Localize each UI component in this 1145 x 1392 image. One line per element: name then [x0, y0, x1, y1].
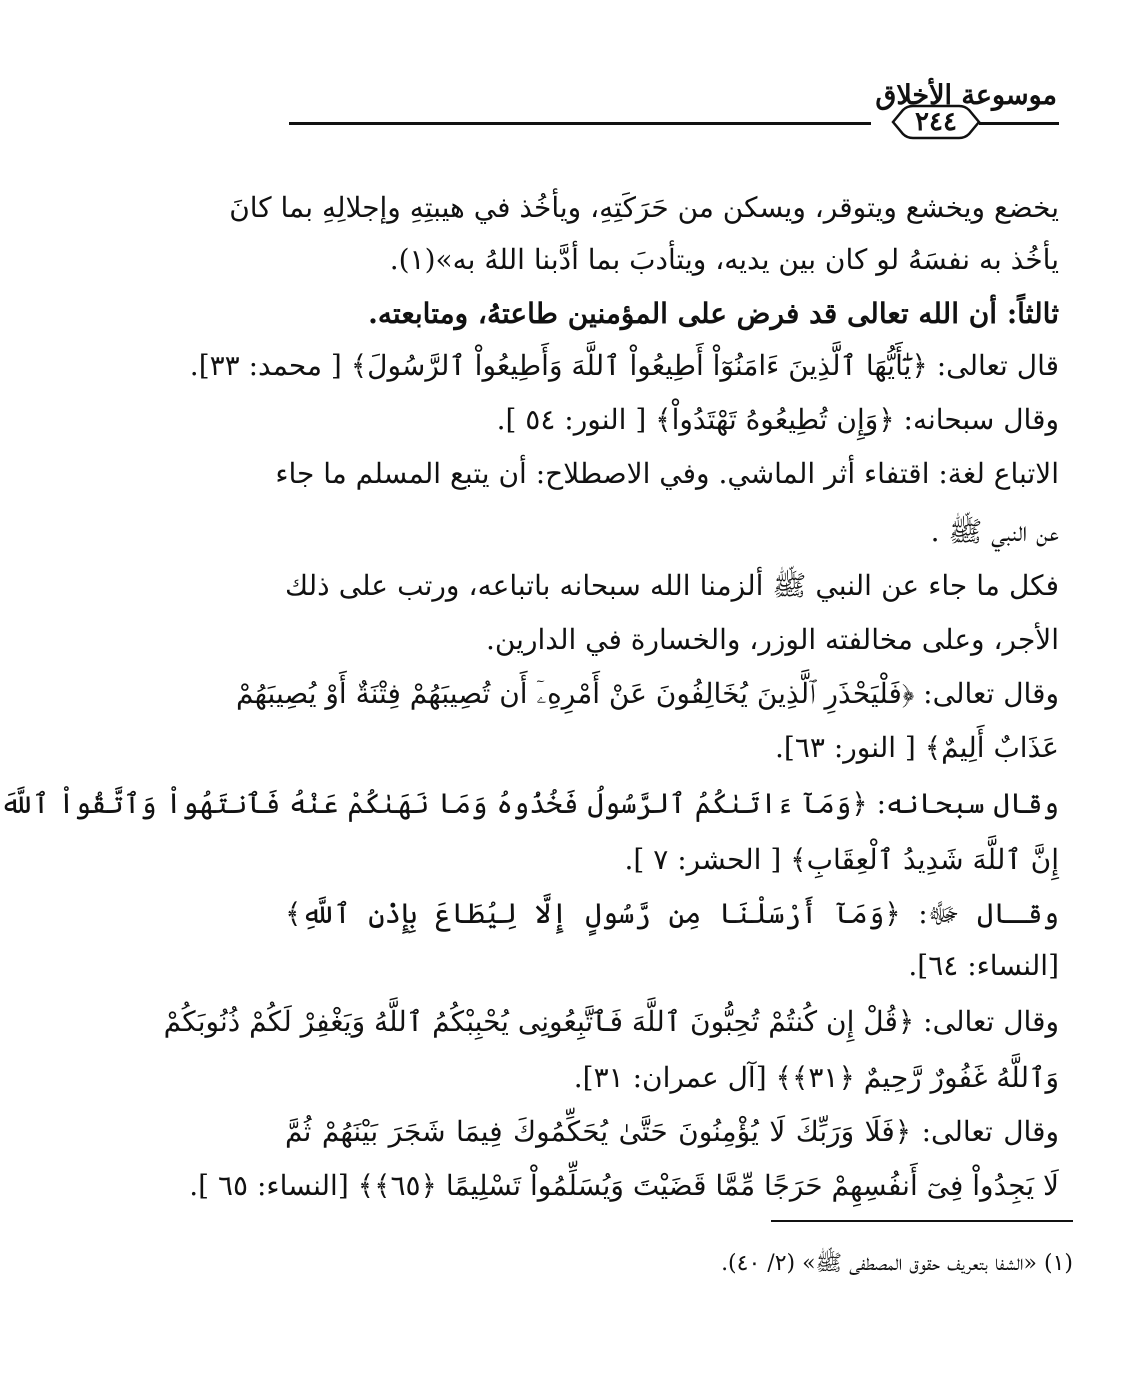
text-line: يأخُذ به نفسَهُ لو كان بين يديه، ويتأدبَ بما أدَّبنا اللهُ به»(١). [389, 243, 1059, 276]
text-line: يخضع ويخشع ويتوقر، ويسكن من حَرَكَتِهِ، ويأخُذ في هيبتِهِ وإجلالِهِ بما كانَ [229, 191, 1059, 224]
footnote-separator [771, 1220, 1073, 1222]
text-line: فكل ما جاء عن النبي ﷺ ألزمنا الله سبحانه باتباعه، ورتب على ذلك [285, 569, 1059, 602]
footnote: (١) «الشفا بتعريف حقوق المصطفى ﷺ» (٢/ ٤٠). [721, 1251, 1073, 1276]
page-number-badge [889, 100, 983, 144]
verse-line: وقال تعالى: ﴿فَلَا وَرَبِّكَ لَا يُؤْمِنُونَ حَتَّىٰ يُحَكِّمُوكَ فِيمَا شَجَرَ بَيْنَهُمْ ثُمَّ [285, 1115, 1059, 1148]
text-line: عن النبي ﷺ . [930, 515, 1059, 548]
book-title: موسوعة الأخلاق [875, 80, 1057, 111]
verse-line: وقال سبحانه: ﴿وَمَآ ءَاتَىٰكُمُ ٱلرَّسُولُ فَخُذُوهُ وَمَا نَهَىٰكُمْ عَنْهُ فَٱنتَهُواْ وَٱتَّقُواْ ٱللَّهَ [0, 787, 1059, 820]
header-rule-left [289, 122, 871, 125]
definition-line: الاتباع لغة: اقتفاء أثر الماشي. وفي الاصطلاح: أن يتبع المسلم ما جاء [275, 457, 1059, 490]
verse-line: لَا يَجِدُواْ فِىٓ أَنفُسِهِمْ حَرَجًا مِّمَّا قَضَيْتَ وَيُسَلِّمُواْ تَسْلِيمًا ﴿٦٥﴾﴾ [النساء: ٦٥ ]. [189, 1169, 1059, 1202]
verse-line: وقال سبحانه: ﴿وَإِن تُطِيعُوهُ تَهْتَدُواْ﴾ [ النور: ٥٤ ]. [496, 403, 1059, 436]
section-heading: ثالثاً: أن الله تعالى قد فرض على المؤمنين طاعتهُ، ومتابعته. [368, 297, 1059, 330]
verse-line: وقـال ﷻ: ﴿وَمَآ أَرْسَلْنَا مِن رَّسُولٍ إِلَّا لِيُطَاعَ بِإِذْنِ ٱللَّهِ﴾ [285, 897, 1059, 930]
verse-line: وقال تعالى: ﴿فَلْيَحْذَرِ ٱلَّذِينَ يُخَالِفُونَ عَنْ أَمْرِهِۦٓ أَن تُصِيبَهُمْ فِتْنَةٌ أَوْ يُصِيبَهُمْ [235, 677, 1059, 710]
verse-line: قال تعالى: ﴿يَٰٓأَيُّهَا ٱلَّذِينَ ءَامَنُوٓاْ أَطِيعُواْ ٱللَّهَ وَأَطِيعُواْ ٱلرَّسُولَ﴾ [ محمد: ٣٣]. [189, 349, 1059, 382]
text-line: الأجر، وعلى مخالفته الوزر، والخسارة في الدارين. [485, 623, 1059, 656]
verse-line: عَذَابٌ أَلِيمٌ﴾ [ النور: ٦٣]. [775, 731, 1059, 764]
header-rule-right [979, 122, 1059, 125]
verse-line: إِنَّ ٱللَّهَ شَدِيدُ ٱلْعِقَابِ﴾ [ الحشر: ٧ ]. [624, 843, 1059, 876]
verse-line: وَٱللَّهُ غَفُورٌ رَّحِيمٌ ﴿٣١﴾﴾ [آل عمران: ٣١]. [573, 1061, 1059, 1094]
page-number: ٢٤٤ [915, 107, 957, 137]
verse-line: وقال تعالى: ﴿قُلْ إِن كُنتُمْ تُحِبُّونَ ٱللَّهَ فَٱتَّبِعُونِى يُحْبِبْكُمُ ٱللَّهُ وَيَغْفِرْ لَكُمْ ذُنُوبَكُمْ [163, 1005, 1059, 1038]
verse-line: [النساء: ٦٤]. [908, 949, 1059, 982]
